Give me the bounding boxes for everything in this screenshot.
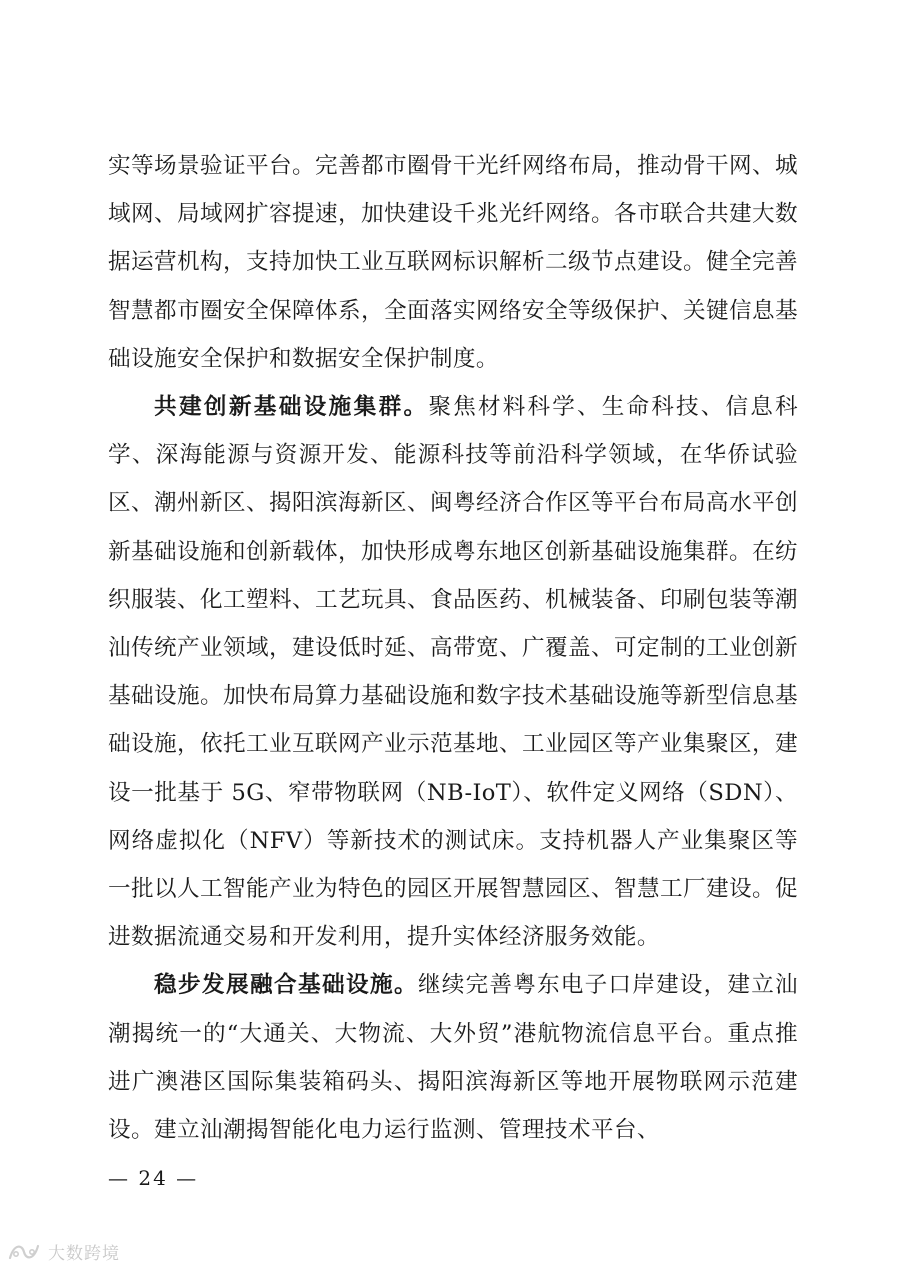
paragraph-body: 继续完善粤东电子口岸建设，建立汕潮揭统一的“大通关、大物流、大外贸”港航物流信息平台。重点推进广澳港区国际集装箱码头、揭阳滨海新区等地开展物联网示范建设。建立汕潮揭智能化电力运行监测、管理技术平台、 xyxy=(108,972,798,1144)
paragraph-fusion-infrastructure xyxy=(108,961,798,1154)
paragraph-body: 聚焦材料科学、生命科技、信息科学、深海能源与资源开发、能源科技等前沿科学领域，在华侨试验区、潮州新区、揭阳滨海新区、闽粤经济合作区等平台布局高水平创新基础设施和创新载体，加快形成粤东地区创新基础设施集群。在纺织服装、化工塑料、工艺玩具、食品医药、机械装备、印刷包装等潮汕传统产业领域，建设低时延、高带宽、广覆盖、可定制的工业创新基础设施。加快布局算力基础设施和数字技术基础设施等新型信息基础设施，依托工业互联网产业示范基地、工业园区等产业集聚区，建设一批基于 5G、窄带物联网（NB-IoT）、软件定义网络（SDN）、网络虚拟化（NFV）等新技术的测试床。支持机器人产业集聚区等一批以人工智能产业为特色的园区开展智慧园区、智慧工厂建设。促进数据流通交易和开发利用，提升实体经济服务效能。 xyxy=(108,394,799,951)
paragraph-heading: 稳步发展融合基础设施。 xyxy=(154,972,418,999)
watermark-text: 大数跨境 xyxy=(48,1244,120,1264)
paragraph-heading: 共建创新基础设施集群。 xyxy=(154,394,429,421)
watermark xyxy=(6,1239,120,1264)
paragraph-innovation-infrastructure xyxy=(108,383,798,961)
page-number: — 24 — xyxy=(108,1166,199,1190)
paragraph-continued xyxy=(108,142,798,383)
watermark-logo-icon xyxy=(6,1240,42,1264)
body-text xyxy=(108,142,798,1154)
paragraph-body: 实等场景验证平台。完善都市圈骨干光纤网络布局，推动骨干网、城域网、局域网扩容提速，加快建设千兆光纤网络。各市联合共建大数据运营机构，支持加快工业互联网标识解析二级节点建设。健全完善智慧都市圈安全保障体系，全面落实网络安全等级保护、关键信息基础设施安全保护和数据安全保护制度。 xyxy=(108,153,798,372)
